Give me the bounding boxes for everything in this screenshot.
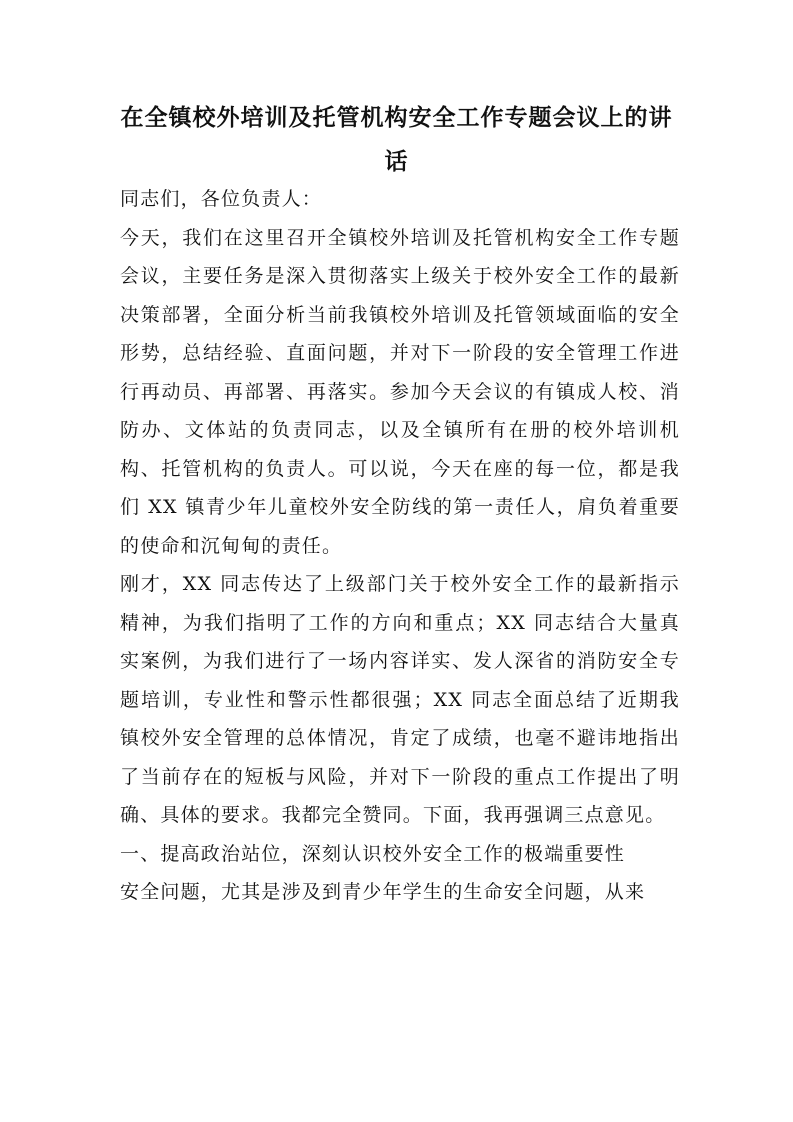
section-paragraph: 安全问题，尤其是涉及到青少年学生的生命安全问题，从来 <box>120 881 646 903</box>
document-title: 在全镇校外培训及托管机构安全工作专题会议上的讲话 <box>120 104 673 175</box>
section-heading: 一、提高政治站位，深刻认识校外安全工作的极端重要性 <box>120 842 626 865</box>
document-body <box>120 180 680 912</box>
paragraph-summary: 刚才，XX 同志传达了上级部门关于校外安全工作的最新指示精神，为我们指明了工作的方向和重点；XX 同志结合大量真实案例，为我们进行了一场内容详实、发人深省的消防安全专题培训，专业性和警示性都很强；XX 同志全面总结了近期我镇校外安全管理的总体情况，肯定了成绩，也毫不避讳地指出了当前存在的短板与风险，并对下一阶段的重点工作提出了明确、具体的要求。我都完全赞同。下面，我再强调三点意见。 <box>120 573 680 826</box>
salutation: 同志们，各位负责人： <box>120 188 323 210</box>
paragraph-opening: 今天，我们在这里召开全镇校外培训及托管机构安全工作专题会议，主要任务是深入贯彻落实上级关于校外安全工作的最新决策部署，全面分析当前我镇校外培训及托管领域面临的安全形势，总结经验、直面问题，并对下一阶段的安全管理工作进行再动员、再部署、再落实。参加今天会议的有镇成人校、消防办、文体站的负责同志，以及全镇所有在册的校外培训机构、托管机构的负责人。可以说，今天在座的每一位，都是我们 XX 镇青少年儿童校外安全防线的第一责任人，肩负着重要的使命和沉甸甸的责任。 <box>120 226 680 557</box>
